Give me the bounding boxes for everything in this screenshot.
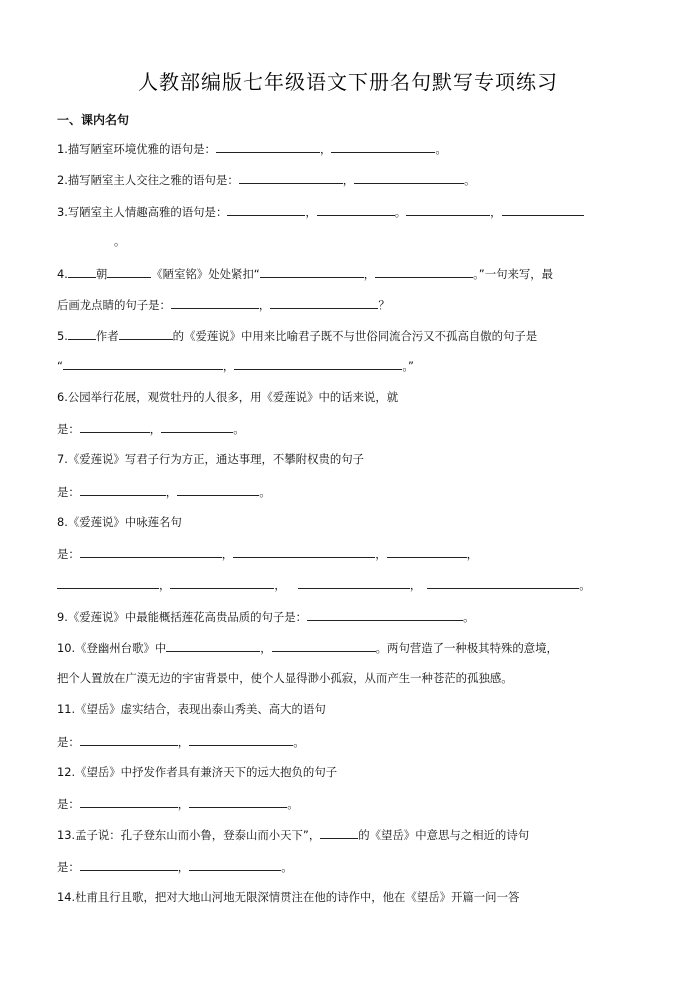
question-text: 朝 xyxy=(95,267,108,281)
question-3-cont xyxy=(114,233,125,249)
answer-blank[interactable] xyxy=(189,858,281,871)
punct: ， xyxy=(305,205,317,219)
answer-blank[interactable] xyxy=(80,858,178,871)
answer-blank[interactable] xyxy=(216,140,320,153)
question-text: 3.写陋室主人情趣高雅的语句是： xyxy=(57,205,228,219)
answer-blank[interactable] xyxy=(189,795,287,808)
punct: ， xyxy=(274,578,286,592)
section-heading: 一、课内名句 xyxy=(57,113,130,127)
question-text: 的《爱莲说》中用来比喻君子既不与世俗同流合污又不孤高自傲的句子是 xyxy=(172,329,538,343)
answer-blank[interactable] xyxy=(406,203,490,216)
question-text: 8.《爱莲说》中咏莲名句 xyxy=(57,515,182,529)
answer-blank[interactable] xyxy=(80,795,178,808)
answer-blank[interactable] xyxy=(375,265,473,278)
punct: ， xyxy=(409,578,422,592)
question-7 xyxy=(57,451,364,467)
question-1 xyxy=(57,140,447,157)
punct: 。 xyxy=(114,234,126,248)
question-text: 作者 xyxy=(95,329,119,343)
punct: ， xyxy=(258,298,271,312)
question-text: 10.《登幽州台歌》中 xyxy=(57,641,167,655)
punct: 。” xyxy=(402,359,414,373)
punct: ， xyxy=(363,267,376,281)
answer-blank[interactable] xyxy=(233,545,375,558)
question-14 xyxy=(57,889,519,905)
punct: ， xyxy=(165,485,178,499)
answer-blank[interactable] xyxy=(307,608,463,621)
answer-blank[interactable] xyxy=(63,357,223,370)
punct: 。 xyxy=(259,485,271,499)
punct: ， xyxy=(177,797,190,811)
punct: 。 xyxy=(464,173,476,187)
question-11 xyxy=(57,701,326,717)
answer-blank[interactable] xyxy=(227,203,305,216)
question-text: 是： xyxy=(57,735,80,749)
answer-blank[interactable] xyxy=(354,171,464,184)
question-12 xyxy=(57,764,337,780)
punct: ， xyxy=(159,578,171,592)
question-text: 是： xyxy=(57,422,80,436)
question-text: 2.描写陋室主人交往之雅的语句是： xyxy=(57,173,239,187)
answer-blank[interactable] xyxy=(170,576,274,589)
punct: ， xyxy=(221,547,234,561)
punct: ， xyxy=(490,205,502,219)
question-8 xyxy=(57,514,182,530)
question-6-cont xyxy=(57,420,245,437)
answer-blank[interactable] xyxy=(189,733,293,746)
punct: “ xyxy=(57,359,63,373)
punct: ？ xyxy=(378,298,390,312)
answer-blank[interactable] xyxy=(171,296,259,309)
question-9 xyxy=(57,608,474,625)
answer-blank[interactable] xyxy=(387,545,467,558)
question-text: 14.杜甫且行且歌，把对大地山河地无限深情贯注在他的诗作中，他在《望岳》开篇一问一答 xyxy=(57,890,520,904)
question-text: 7.《爱莲说》写君子行为方正，通达事理，不攀附权贵的句子 xyxy=(57,452,365,466)
question-13-cont xyxy=(57,858,293,875)
punct: ， xyxy=(342,173,355,187)
question-text: 13.孟子说：孔子登东山而小鲁，登泰山而小天下”， xyxy=(57,828,321,842)
question-5 xyxy=(57,327,537,344)
answer-blank[interactable] xyxy=(234,357,402,370)
punct: 。 xyxy=(287,797,299,811)
punct: ， xyxy=(319,142,332,156)
answer-blank[interactable] xyxy=(502,203,584,216)
punct: 。 xyxy=(579,578,591,592)
answer-blank[interactable] xyxy=(320,826,358,839)
question-text: 。”一句来写，最 xyxy=(473,267,554,281)
answer-blank[interactable] xyxy=(68,265,96,278)
answer-blank[interactable] xyxy=(161,420,233,433)
answer-blank[interactable] xyxy=(80,420,150,433)
question-2 xyxy=(57,171,476,188)
question-text: 的《望岳》中意思与之相近的诗句 xyxy=(358,828,530,842)
question-text: 11.《望岳》虚实结合，表现出泰山秀美、高大的语句 xyxy=(57,702,326,716)
punct: ， xyxy=(177,860,190,874)
question-4 xyxy=(57,265,553,282)
question-text: 1.描写陋室环境优雅的语句是： xyxy=(57,142,216,156)
answer-blank[interactable] xyxy=(68,327,96,340)
answer-blank[interactable] xyxy=(119,327,173,340)
question-text: 后画龙点睛的句子是： xyxy=(57,298,171,312)
answer-blank[interactable] xyxy=(427,576,579,589)
answer-blank[interactable] xyxy=(239,171,343,184)
punct: ， xyxy=(260,641,272,655)
question-10-cont xyxy=(57,670,513,686)
punct: 。 xyxy=(394,205,407,219)
page-title: 人教部编版七年级语文下册名句默写专项练习 xyxy=(138,70,558,94)
question-text: 是： xyxy=(57,860,80,874)
punct: ， xyxy=(149,422,162,436)
question-text: 是： xyxy=(57,547,80,561)
answer-blank[interactable] xyxy=(166,639,260,652)
punct: ， xyxy=(466,547,479,561)
question-13 xyxy=(57,826,529,843)
question-text: 是： xyxy=(57,485,80,499)
answer-blank[interactable] xyxy=(317,203,395,216)
punct: 。 xyxy=(281,860,293,874)
answer-blank[interactable] xyxy=(80,545,222,558)
answer-blank[interactable] xyxy=(177,483,259,496)
question-text: 。两句营造了一种极其特殊的意境， xyxy=(375,641,558,655)
answer-blank[interactable] xyxy=(80,483,166,496)
question-7-cont xyxy=(57,483,271,500)
question-text: 是： xyxy=(57,797,80,811)
question-text: 9.《爱莲说》中最能概括莲花高贵品质的句子是： xyxy=(57,610,308,624)
punct: ， xyxy=(222,359,235,373)
question-4-cont xyxy=(57,296,390,313)
question-10 xyxy=(57,639,558,656)
answer-blank[interactable] xyxy=(298,576,410,589)
question-text: 6.公园举行花展，观赏牡丹的人很多，用《爱莲说》中的话来说，就 xyxy=(57,390,399,404)
answer-blank[interactable] xyxy=(107,265,151,278)
question-8-cont xyxy=(57,545,478,562)
punct: 。 xyxy=(463,610,475,624)
punct: 。 xyxy=(293,735,305,749)
punct: ， xyxy=(177,735,190,749)
question-6 xyxy=(57,389,398,405)
question-12-cont xyxy=(57,795,299,812)
question-11-cont xyxy=(57,733,305,750)
answer-blank[interactable] xyxy=(260,265,364,278)
punct: 。 xyxy=(233,422,245,436)
punct: ， xyxy=(375,547,387,561)
answer-blank[interactable] xyxy=(331,140,435,153)
answer-blank[interactable] xyxy=(80,733,178,746)
question-text: 《陋室铭》处处紧扣“ xyxy=(151,267,260,281)
question-text: 把个人置放在广漠无边的宇宙背景中，使个人显得渺小孤寂，从而产生一种苍茫的孤独感。 xyxy=(57,671,513,685)
question-number: 4. xyxy=(57,267,68,281)
question-5-cont xyxy=(57,357,414,374)
question-number: 5. xyxy=(57,329,68,343)
answer-blank[interactable] xyxy=(272,639,376,652)
question-text: 12.《望岳》中抒发作者具有兼济天下的远大抱负的句子 xyxy=(57,765,338,779)
punct: 。 xyxy=(435,142,447,156)
question-3 xyxy=(57,203,584,220)
question-8-cont2 xyxy=(57,576,591,593)
answer-blank[interactable] xyxy=(270,296,378,309)
answer-blank[interactable] xyxy=(57,576,159,589)
